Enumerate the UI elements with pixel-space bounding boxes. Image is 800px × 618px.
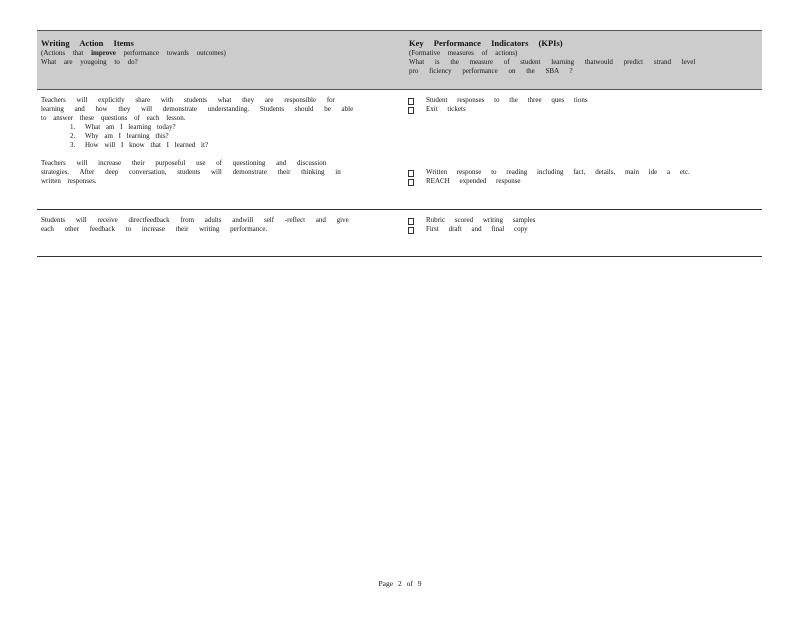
list-item: Written response to reading including fact, details, main ide a etc.	[408, 168, 758, 177]
table-row	[37, 210, 762, 257]
kpi-title: Key Performance Indicators (KPIs)	[409, 38, 563, 48]
action-items-subtitle: (Actions that improve performance towards outcomes)	[41, 49, 226, 57]
checkbox-icon	[408, 107, 414, 114]
checkbox-icon	[408, 179, 414, 186]
list-item: First draft and final copy	[408, 225, 758, 234]
action-items-question: What are yougoing to do?	[41, 58, 138, 66]
list-item: Exit tickets	[408, 105, 758, 114]
list-item: REACH expended response	[408, 177, 758, 186]
kpi-question-line2: pro ficiency performance on the SBA ?	[409, 67, 573, 75]
checkbox-icon	[408, 170, 414, 177]
list-item: Rubric scored writing samples	[408, 216, 758, 225]
action-items-header-cell	[37, 31, 404, 90]
checkbox-icon	[408, 227, 414, 234]
kpi-cell	[404, 210, 762, 257]
kpi-header-cell	[404, 31, 762, 90]
lesson-questions-list	[41, 123, 400, 150]
table-row	[37, 90, 762, 210]
action-items-title: Writing Action Items	[41, 38, 134, 48]
kpi-question-line1: What is the measure of student learning thatwould predict strand level	[409, 58, 696, 66]
list-item: 3. How will I know that I learned it?	[81, 141, 400, 150]
kpi-subtitle: (Formative measures of actions)	[409, 49, 518, 57]
checkbox-icon	[408, 218, 414, 225]
action-items-cell: Teachers will explicitly share with students what they are responsible for learning and how they will demonstrate understanding. Students should be able to answer these questions of each lesson. 1. What am I learning today? 2. Why am I learning this? 3. How will I know that I learned it? Teachers will increase their purposeful use of questioning and discussion strategies. After deep conversation, students will demonstrate their thinking in written responses.	[37, 90, 404, 210]
page-number: Page 2 of 9	[378, 579, 422, 588]
table-header-row	[37, 31, 762, 90]
action-items-cell: Students will receive directfeedback from adults andwill self -reflect and give each other feedback to increase their writing performance.	[37, 210, 404, 257]
list-item: 1. What am I learning today?	[81, 123, 400, 132]
list-item: 2. Why am I learning this?	[81, 132, 400, 141]
checkbox-icon	[408, 98, 414, 105]
kpi-cell	[404, 90, 762, 210]
action-plan-table	[37, 30, 762, 257]
list-item: Student responses to the three ques tions	[408, 96, 758, 105]
